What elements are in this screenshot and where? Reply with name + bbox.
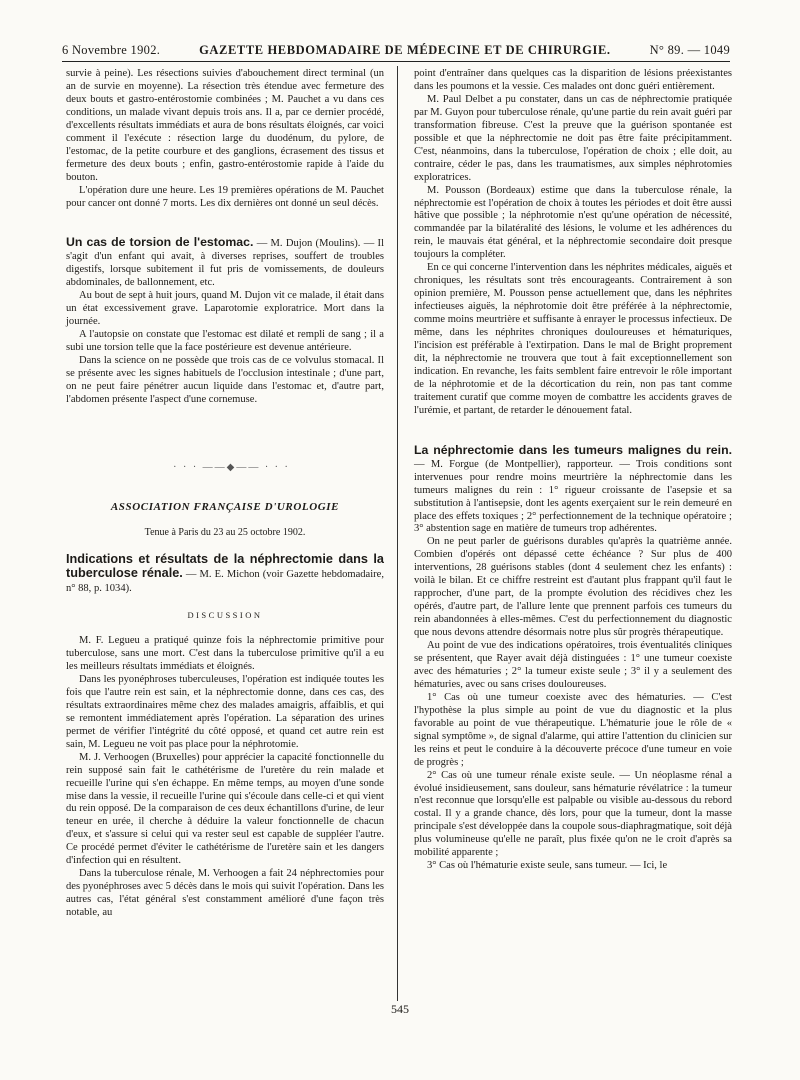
article-title: Indications et résultats de la néphrectomie dans la tuberculose rénale. bbox=[66, 551, 384, 580]
paragraph: 2° Cas où une tumeur rénale existe seule. — Un néoplasme rénal a évolué insidieusement, sans douleur, sans hématurie révélatrice : la tumeur n'est reconnue que lorsqu'elle est palpable ou visible au-dessous du rebord costal. Il y a grande chance, dès lors, pour que la tumeur, dont la masse principale s'est développée dans la coupole sous-diaphragmatique, soit déjà plus volumineuse qu'elle ne paraît, plus fixée qu'on ne le croit d'après sa mobilité apparente ; bbox=[414, 769, 732, 859]
article-lead: — M. Forgue (de Montpellier), rapporteur. — Trois conditions sont intervenues pour rendre moins meurtrière la néphrectomie dans les tumeurs malignes du rein : 1° rigueur croissante de l'asepsie et sa substitution à l'antisepsie, dont les agents exerçaient sur le rein demeuré en place des effets toxiques ; 2° perfectionnement de la technique opératoire ; 3° abstention sage en matière de tumeurs trop adhérentes. bbox=[414, 458, 732, 535]
header-journal-title: GAZETTE HEBDOMADAIRE DE MÉDECINE ET DE CHIRURGIE. bbox=[199, 43, 611, 57]
section-subtitle: Tenue à Paris du 23 au 25 octobre 1902. bbox=[144, 526, 306, 538]
header-issue-number: N° 89. — 1049 bbox=[649, 43, 730, 57]
article-nephrectomie bbox=[66, 553, 384, 596]
paragraph: A l'autopsie on constate que l'estomac est dilaté et rempli de sang ; il a subi une torsion telle que la face postérieure est devenue antérieure. bbox=[66, 329, 384, 354]
paragraph: On ne peut parler de guérisons durables qu'après la quatrième année. Combien d'opérés ont dépassé cette échéance ? Sur plus de 400 interventions, 28 guérisons stables (dont 4 seulement chez les enfants) : voilà le bilan. Et ce chiffre restreint est d'autant plus frappant qu'il faut le rapprocher, d'une part, de la prompte évolution des récidives chez les opérés, d'autre part, de l'allure lente que prennent parfois ces tumeurs du rein abandonnées à elles-mêmes. C'est du perfectionnement du diagnostic que nous devons attendre désormais notre plus sûr progrès thérapeutique. bbox=[414, 536, 732, 639]
running-header bbox=[62, 38, 730, 62]
paragraph: 1° Cas où une tumeur coexiste avec des hématuries. — C'est l'hypothèse la plus simple au point de vue du diagnostic et la plus favorable au point de vue thérapeutique. L'hématurie joue le rôle de « signal symptôme », de signal d'alarme, qui attire l'attention du clinicien sur les reins et peut le conduire à la découverte précoce d'une tumeur en voie de progrès ; bbox=[414, 691, 732, 768]
column-divider bbox=[397, 66, 398, 1001]
paragraph: M. Paul Delbet a pu constater, dans un cas de néphrectomie pratiquée par M. Guyon pour tuberculose rénale, qu'une partie du rein avait guéri par transformation fibreuse. C'est la preuve que la guérison spontanée est possible et que la néphrectomie ne doit pas être faite précipitamment. C'est, néanmoins, dans la tuberculose, l'opération de choix ; elle doit, au contraire, céder le pas, dans les traumatismes, aux simples néphrotomies exploratrices. bbox=[414, 93, 732, 183]
paragraph: 3° Cas où l'hématurie existe seule, sans tumeur. — Ici, le bbox=[427, 860, 668, 872]
spacer bbox=[66, 596, 384, 609]
spacer bbox=[66, 622, 384, 635]
article-tumeurs bbox=[414, 444, 732, 537]
paragraph: L'opération dure une heure. Les 19 premières opérations de M. Pauchet pour cancer ont donné 7 morts. Les dix dernières ont donné un seul décès. bbox=[66, 184, 384, 209]
section-heading: ASSOCIATION FRANÇAISE D'UROLOGIE bbox=[110, 500, 340, 513]
paragraph: M. Pousson (Bordeaux) estime que dans la tuberculose rénale, la néphrectomie est l'opération de choix à toutes les périodes et doit être aussi hâtive que possible ; la néphrotomie n'est qu'une opération de nécessité, commandée par la bilatéralité des lésions, le volume et les adhérences du rein, le mauvais état général, et la néphrectomie secondaire doit presque toujours la compléter. bbox=[414, 184, 732, 261]
paragraph: Au bout de sept à huit jours, quand M. Dujon vit ce malade, il était dans un état excessivement grave. Laparotomie exploratrice. Mort dans la journée. bbox=[66, 290, 384, 328]
page-number: 545 bbox=[391, 1002, 409, 1016]
article-reference: — M. E. Michon (voir Gazette hebdomadaire, n° 88, p. 1034). bbox=[66, 568, 384, 595]
discussion-heading: DISCUSSION bbox=[187, 610, 263, 621]
paragraph: Dans la tuberculose rénale, M. Verhoogen a fait 24 néphrectomies pour des pyonéphroses avec 5 décès dans le mois qui suivit l'opération. Dans les autres cas, l'état général s'est constamment amélioré d'une façon très notable, au bbox=[66, 868, 384, 919]
spacer bbox=[414, 418, 732, 444]
paragraph: survie à peine). Les résections suivies d'abouchement direct terminal (un an de survie en moyenne). La résection très étendue avec fermeture des deux bouts et gastro-entérostomie combinées ; M. Pauchet a vu dans ces conditions, un malade vivant depuis trois ans. Il a, par ce dernier procédé, d'excellents résultats immédiats et aura de bons résultats éloignés, car voici comment il l'exécute : résection large du duodénum, du pylore, de l'estomac, de la petite courbure et des ganglions, écrasement des tissus et fermeture des deux bouts ; enfin, gastro-entérostomie rapide à l'aide du bouton. bbox=[66, 68, 384, 183]
paragraph: En ce qui concerne l'intervention dans les néphrites médicales, aiguës et chroniques, les résultats sont très encourageants. Contrairement à son opinion première, M. Pousson pense actuellement que, dans les néphrites infectieuses aiguës, la néphrotomie doit être préférée à la néphrectomie, comme moins meurtrière et suffisante à enrayer le processus infectieux. De même, dans les néphrites chroniques douloureuses et hématuriques, l'incision est préférable à l'extirpation. Dans le mal de Bright proprement dit, la néphrectomie ne trouvera que tout à fait exceptionnellement son indication. En revanche, les faits semblent faire entrevoir le rôle important de la néphrotomie et de la décortication du rein, non pas tant comme traitement curatif que comme moyen de combattre les accidents graves de l'urémie, et partant, de retarder le dénouement fatal. bbox=[414, 262, 732, 416]
section-ornament: · · · ——◆—— · · · bbox=[173, 461, 290, 473]
article-torsion bbox=[66, 236, 384, 290]
paragraph: M. F. Legueu a pratiqué quinze fois la néphrectomie primitive pour tuberculose, sans une mort. C'est dans la tuberculose primitive qu'il a eu les meilleurs résultats immédiats et éloignés. bbox=[66, 635, 384, 672]
article-title: Un cas de torsion de l'estomac. bbox=[66, 235, 254, 250]
spacer bbox=[66, 407, 384, 462]
paragraph: Dans les pyonéphroses tuberculeuses, l'opération est indiquée toutes les fois que l'autre rein est sain, et la néphrectomie donne, dans ces cas, des résultats extraordinaires même chez des malades amaigris, affaiblis, et qui se remontent immédiatement après l'opération. La séparation des urines permet de vérifier l'intégrité du côté opposé, et quand cet autre rein est sain, M. Legueu ne voit pas place pour la néphrotomie. bbox=[66, 673, 384, 750]
paragraph: Au point de vue des indications opératoires, trois éventualités cliniques se présentent, que Rayer avait déjà distinguées : 1° une tumeur coexiste avec des hématuries ; 2° la tumeur existe seule ; 3° il y a seulement des hématuries, avec ou sans crises douloureuses. bbox=[414, 640, 732, 690]
spacer bbox=[66, 210, 384, 236]
spacer bbox=[66, 475, 384, 501]
article-lead: — M. Dujon (Moulins). — Il s'agit d'un enfant qui avait, à diverses reprises, souffert de troubles digestifs, lorsque subitement il fut pris de vomissements, de douleurs abdominales, de ballonnement, etc. bbox=[66, 238, 384, 289]
header-date: 6 Novembre 1902. bbox=[62, 43, 161, 57]
paragraph: point d'entraîner dans quelques cas la disparition de lésions préexistantes dans les poumons et la vessie. Ces malades ont donc guéri entièrement. bbox=[414, 68, 732, 92]
paragraph: Dans la science on ne possède que trois cas de ce volvulus stomacal. Il se présente avec les signes habituels de l'occlusion intestinale ; d'une part, on ne peut faire pénétrer aucun liquide dans l'estomac et, d'autre part, l'abdomen présente l'aspect d'une cornemuse. bbox=[66, 355, 384, 405]
spacer bbox=[66, 514, 384, 527]
right-column bbox=[414, 68, 732, 873]
paragraph: M. J. Verhoogen (Bruxelles) pour apprécier la capacité fonctionnelle du rein supposé sain fait le cathétérisme de l'uretère du rein malade et recueille l'urine qui s'en échappe. En même temps, au moyen d'une sonde mise dans la vessie, il recueille l'urine qui s'écoule dans celle-ci et qui vient du rein opposé. De la comparaison de ces deux échantillons d'urine, de leur teneur en urée, il cherche à déduire la valeur fonctionnelle de chacun d'eux, et s'assure si celui qui va rester seul est capable de suppléer l'autre. Ce procédé permet d'éviter le cathétérisme de l'uretère sain et les dangers d'infection qui en résultent. bbox=[66, 751, 384, 867]
article-title: La néphrectomie dans les tumeurs malignes du rein. bbox=[414, 442, 732, 457]
left-column bbox=[66, 68, 384, 920]
